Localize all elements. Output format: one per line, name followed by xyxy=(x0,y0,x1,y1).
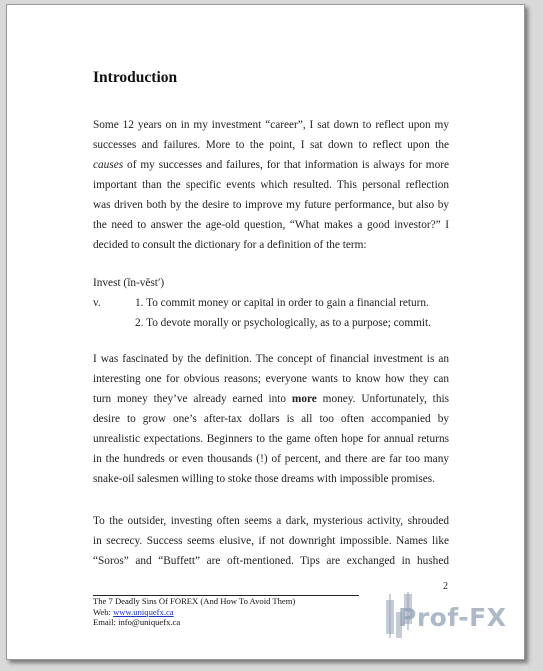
definition-row xyxy=(93,293,453,313)
text-line: desire to grow one’s after-tax dollars is all too often accompanied by xyxy=(93,413,449,425)
text-line: Some 12 years on in my investment “career”, I sat down to reflect upon my xyxy=(93,119,449,131)
paragraph-2 xyxy=(93,349,449,489)
part-of-speech: v. xyxy=(93,297,101,309)
watermark-text: Prof-FX xyxy=(398,603,507,632)
text-line: snake-oil salesmen willing to stoke those dreams with impossible promises. xyxy=(93,473,436,485)
indent-spacer xyxy=(93,313,123,333)
text-run: turn money they’ve already earned into xyxy=(93,393,292,405)
page-footer xyxy=(93,596,295,628)
document-page xyxy=(6,4,525,660)
text-line: was driven both by the desire to improve my future performance, but also by xyxy=(93,199,449,211)
footer-title: The 7 Deadly Sins Of FOREX (And How To Avoid Them) xyxy=(93,596,296,606)
footer-email xyxy=(93,617,295,628)
text-line: in the hundreds or even thousands (!) of percent, and there are far too many xyxy=(93,453,449,465)
section-heading: Introduction xyxy=(93,69,178,86)
text-line: To the outsider, investing often seems a dark, mysterious activity, shrouded xyxy=(93,515,449,527)
definition-row xyxy=(93,313,453,333)
bold-text: more xyxy=(291,393,317,405)
footer-web xyxy=(93,607,295,618)
definition-1: 1. To commit money or capital in order to gain a financial return. xyxy=(135,297,429,309)
text-line: important than the specific events which resulted. This personal reflection xyxy=(93,179,449,191)
text-line: unrealistic expectations. Beginners to the game often hope for annual returns xyxy=(93,433,449,445)
web-label: Web: xyxy=(93,606,111,617)
indent-spacer xyxy=(123,293,135,313)
paragraph-3 xyxy=(93,511,449,571)
text-run: of my successes and failures, for that information is always for more xyxy=(123,159,449,171)
emphasis-text: causes xyxy=(93,159,124,171)
definition-2: 2. To devote morally or psychologically, as to a purpose; commit. xyxy=(135,317,432,329)
text-line: the need to answer the age-old question, “What makes a good investor?” I xyxy=(93,219,449,231)
text-line xyxy=(93,155,449,175)
text-line: “Soros” and “Buffett” are oft-mentioned. Tips are exchanged in hushed xyxy=(93,555,449,567)
email-label: Email: xyxy=(93,617,116,627)
email-address: info@uniquefx.ca xyxy=(118,617,181,627)
page-number: 2 xyxy=(443,581,448,592)
paragraph-1 xyxy=(93,115,449,255)
text-line: decided to consult the dictionary for a definition of the term: xyxy=(93,239,367,251)
indent-spacer xyxy=(123,313,135,333)
text-line xyxy=(93,389,449,409)
text-line: I was fascinated by the definition. The concept of financial investment is an xyxy=(93,353,449,365)
dictionary-term: Invest (ĭn-vĕst′) xyxy=(93,277,165,289)
text-line: interesting one for obvious reasons; everyone wants to know how they can xyxy=(93,373,449,385)
website-link[interactable]: www.uniquefx.ca xyxy=(113,606,174,617)
text-line: in secrecy. Success seems elusive, if not downright impossible. Names like xyxy=(93,535,449,547)
text-run: money. Unfortunately, this xyxy=(316,393,449,405)
dictionary-entry xyxy=(93,273,453,333)
text-line: successes and failures. More to the point, I sat down to reflect upon the xyxy=(93,139,449,151)
